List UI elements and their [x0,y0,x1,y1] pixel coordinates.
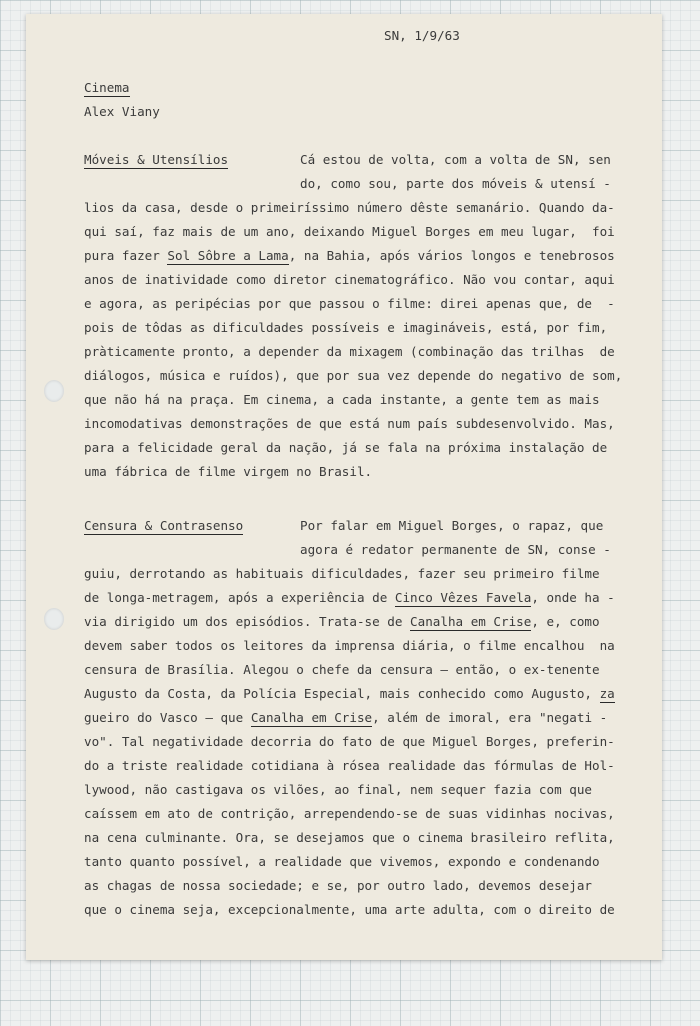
document-page [26,14,662,960]
paragraph-line: pràticamente pronto, a depender da mixagem (combinação das trilhas de [84,344,615,359]
paragraph-line: guiu, derrotando as habituais dificuldades, fazer seu primeiro filme [84,566,600,581]
paragraph-line: censura de Brasília. Alegou o chefe da censura — então, o ex-tenente [84,662,600,677]
section-heading-censura: Censura & Contrasenso [84,518,244,533]
paragraph-line: Augusto da Costa, da Polícia Especial, mais conhecido como Augusto, za [84,686,615,701]
film-title: Cinco Vêzes Favela [394,590,532,605]
paragraph-line: via dirigido um dos episódios. Trata-se de Canalha em Crise, e, como [84,614,600,629]
paragraph-line: vo". Tal negatividade decorria do fato de que Miguel Borges, preferin- [84,734,615,749]
paragraph-line: pois de tôdas as dificuldades possíveis e imagináveis, está, por fim, [84,320,608,335]
paragraph-line: qui saí, faz mais de um ano, deixando Miguel Borges em meu lugar, foi [84,224,615,239]
film-title: Canalha em Crise [410,614,532,629]
punch-hole [44,608,64,630]
paragraph-line: devem saber todos os leitores da imprensa diária, o filme encalhou na [84,638,615,653]
paragraph-line: Cá estou de volta, com a volta de SN, sen [300,152,611,167]
film-title: Sol Sôbre a Lama [167,248,289,263]
film-title: Canalha em Crise [250,710,373,725]
paragraph-line: agora é redator permanente de SN, conse - [300,542,611,557]
paragraph-line: lywood, não castigava os vilões, ao final, nem sequer fazia com que [84,782,592,797]
paragraph-line: e agora, as peripécias por que passou o filme: direi apenas que, de - [84,296,615,311]
paragraph-line: do, como sou, parte dos móveis & utensí - [300,176,611,191]
paragraph-line: de longa-metragem, após a experiência de Cinco Vêzes Favela, onde ha - [84,590,615,605]
paragraph-line: tanto quanto possível, a realidade que vivemos, expondo e condenando [84,854,600,869]
paragraph-line: pura fazer Sol Sôbre a Lama, na Bahia, após vários longos e tenebrosos [84,248,615,263]
paragraph-line: uma fábrica de filme virgem no Brasil. [84,464,373,479]
paragraph-line: que o cinema seja, excepcionalmente, uma arte adulta, com o direito de [84,902,615,917]
paragraph-line: anos de inatividade como diretor cinematográfico. Não vou contar, aqui [84,272,615,287]
paragraph-line: lios da casa, desde o primeiríssimo número dêste semanário. Quando da- [84,200,615,215]
paragraph-line: gueiro do Vasco — que Canalha em Crise, além de imoral, era "negati - [84,710,608,725]
paragraph-line: diálogos, música e ruídos), que por sua vez depende do negativo de som, [84,368,623,383]
paragraph-line: caíssem em ato de contrição, arrependendo-se de suas vidinhas nocivas, [84,806,615,821]
paragraph-line: do a triste realidade cotidiana à rósea realidade das fórmulas de Hol- [84,758,615,773]
paragraph-line: as chagas de nossa sociedade; e se, por outro lado, devemos desejar [84,878,592,893]
section-title: Cinema [84,80,130,95]
paragraph-line: na cena culminante. Ora, se desejamos que o cinema brasileiro reflita, [84,830,615,845]
punch-hole [44,380,64,402]
paragraph-line: Por falar em Miguel Borges, o rapaz, que [300,518,604,533]
date-header: SN, 1/9/63 [384,28,460,43]
author-name: Alex Viany [84,104,160,119]
paragraph-line: incomodativas demonstrações de que está num país subdesenvolvido. Mas, [84,416,615,431]
section-heading-moveis: Móveis & Utensílios [84,152,229,167]
paragraph-line: que não há na praça. Em cinema, a cada instante, a gente tem as mais [84,392,600,407]
paragraph-line: para a felicidade geral da nação, já se fala na próxima instalação de [84,440,608,455]
